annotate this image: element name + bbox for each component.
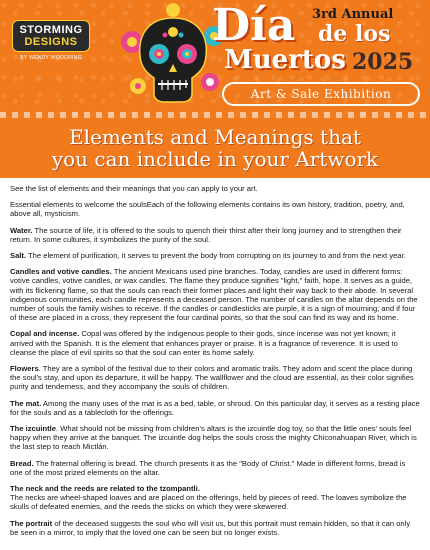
- element-term: Water.: [10, 225, 33, 235]
- element-text: The necks are wheel-shaped loaves and are placed on the offerings, held by pieces of reed. The loaves symbolize the skulls of defeated enemies, and the reeds the sticks on which they were skewered.: [10, 493, 407, 512]
- title-dia: Día: [212, 0, 296, 51]
- element-text: . What should not be missing from children's altars is the izcuintle dog toy, so that the little ones' souls feel happy when they arrive at the banquet. The izcuintle dog helps the souls cross the mighty Chiconahuapan River, which is the last step to reach Mictlán.: [10, 424, 417, 452]
- element-term: Flowers: [10, 364, 39, 374]
- storming-designs-logo: [8, 10, 94, 70]
- subtitle-text: Art & Sale Exhibition: [250, 87, 392, 101]
- element-text: The fraternal offering is bread. The church presents it as the "Body of Christ." Made in different forms, bread is one of the most prized elements on the altar.: [10, 458, 406, 477]
- logo-line1: STORMING: [19, 23, 83, 36]
- title-year: 2025: [352, 49, 414, 75]
- element-term: Bread.: [10, 458, 34, 468]
- element-term: Salt.: [10, 251, 27, 261]
- exhibition-subtitle: [222, 82, 420, 106]
- element-term: Candles and votive candles.: [10, 267, 112, 277]
- intro-paragraph-1: See the list of elements and their meanings that you can apply to your art.: [10, 184, 258, 193]
- element-candles: [10, 267, 420, 322]
- header-banner: [0, 0, 430, 118]
- intro-paragraph-2: Essential elements to welcome the soulsEach of the following elements contains its own history, tradition, poetry, and, above all, mysticism.: [10, 200, 405, 219]
- logo-byline: BY WENDY WOODRING: [20, 54, 82, 61]
- element-water: [10, 226, 420, 244]
- headline-line1: Elements and Meanings that: [69, 125, 361, 149]
- element-copal: [10, 329, 420, 357]
- logo-box: [12, 20, 89, 52]
- element-izcuintle: [10, 424, 420, 452]
- element-portrait: [10, 519, 420, 537]
- element-text: The element of purification, it serves to prevent the body from corrupting on its journey to and from the next year.: [26, 251, 406, 261]
- logo-line2: DESIGNS: [24, 35, 78, 48]
- element-bread: [10, 459, 420, 477]
- element-text: Copal was offered by the indigenous people to their gods, since incense was not yet known; it arrived with the Spanish. It is the element that enhances prayer or praise. It is a fragrance of reverence. It is used to cleanse the place of evil spirits so that the soul can enter its home safely.: [10, 329, 398, 357]
- title-muertos: Muertos: [224, 45, 346, 75]
- element-flowers: [10, 364, 420, 392]
- element-term: The mat.: [10, 398, 42, 408]
- element-term: The izcuintle: [10, 424, 56, 434]
- element-neck-reeds: [10, 484, 420, 512]
- element-term: Copal and incense.: [10, 329, 80, 339]
- element-text: The ancient Mexicans used pine branches. Today, candles are used in different forms: votive candles, votive candles, or wax candles. The flame they produce signifies "light," faith, hope. It serves as a guide, with its flickering flame, so that the souls can reach their former places and light their way back to their abode. In several indigenous communities, each candle represents a deceased person. The number of candles on the altar depends on the number of souls the family wishes to receive. If the candles or candlesticks are purple, it is a sign of mourning; and if four of these are placed in a cross, they represent the four cardinal points, so that the soul can find its way and its home.: [10, 267, 418, 323]
- element-mat: [10, 399, 420, 417]
- headline: [0, 118, 430, 178]
- element-term: The neck and the reeds are related to the tzompantli.: [10, 484, 200, 494]
- element-term: The portrait: [10, 518, 53, 528]
- element-salt: [10, 251, 420, 260]
- title-de-los: de los: [318, 21, 391, 47]
- element-text: The source of life, it is offered to the souls to quench their thirst after their long journey and to strengthen their return. In some cultures, it symbolizes the purity of the soul.: [10, 225, 402, 244]
- headline-line2: you can include in your Artwork: [51, 147, 379, 171]
- title-annual: 3rd Annual: [312, 7, 394, 22]
- element-text: of the deceased suggests the soul who will visit us, but this portrait must remain hidden, so that it can only be seen in a mirror, to imply that the loved one can be seen but no longer exists.: [10, 518, 411, 537]
- element-text: Among the many uses of the mat is as a bed, table, or shroud. On this particular day, it serves as a resting place for the souls and as a tablecloth for the offerings.: [10, 398, 420, 417]
- element-text: . They are a symbol of the festival due to their colors and aromatic trails. They adorn and scent the place during the soul's stay, and upon its departure, it will be happy. The wallflower and the cloud are essential, as their color signifies purity and tenderness, and they accompany the souls of children.: [10, 364, 414, 392]
- article-body: [0, 178, 430, 537]
